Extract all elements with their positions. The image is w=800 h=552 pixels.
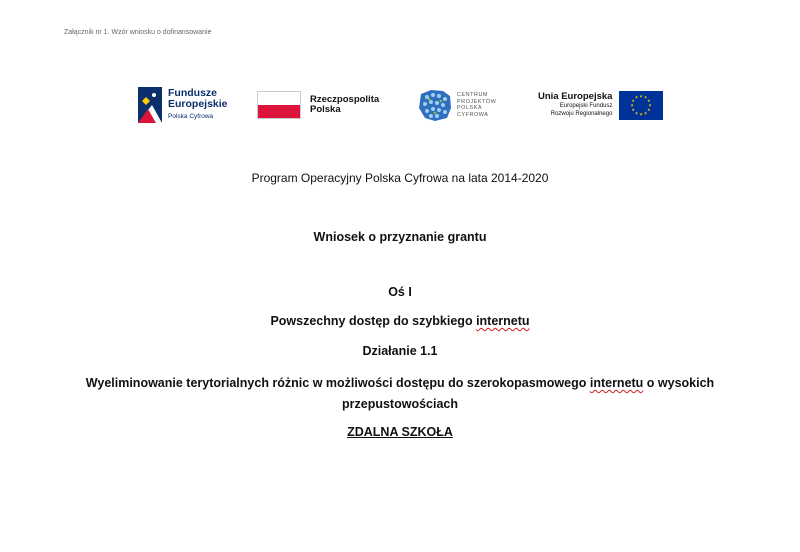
program-title: Program Operacyjny Polska Cyfrowa na lata 2014-2020 [251, 171, 549, 185]
cpp-line3: POLSKA [457, 105, 483, 111]
spellcheck-word: internetu [589, 376, 644, 390]
axis-name-text: Powszechny dostęp do szybkiego [270, 314, 477, 328]
cpp-line4: CYFROWA [457, 111, 489, 118]
svg-text:★: ★ [647, 97, 652, 103]
axis-name [0, 314, 800, 328]
svg-text:★: ★ [639, 111, 644, 116]
measure-name [0, 373, 800, 414]
cpp-line2: PROJEKTÓW [457, 98, 497, 105]
measure-name-part3: przepustowościach [342, 396, 458, 411]
fundusze-europejskie-emblem-icon [138, 87, 162, 123]
fe-line3: Polska Cyfrowa [168, 113, 214, 120]
svg-text:★: ★ [644, 94, 648, 100]
svg-text:★: ★ [630, 102, 635, 107]
svg-text:★: ★ [635, 109, 639, 115]
fe-line1: Fundusze [168, 87, 217, 99]
svg-text:★: ★ [648, 102, 653, 107]
logo-unia-europejska [538, 76, 663, 134]
ue-line2: Europejski Fundusz [559, 103, 613, 109]
measure-name-part2: o wysokich [643, 376, 715, 390]
program-name: ZDALNA SZKOŁA [347, 425, 453, 439]
logo-bar [128, 76, 676, 134]
rp-line1: Rzeczpospolita [310, 94, 380, 105]
logo-fundusze-europejskie [138, 76, 228, 134]
logo-centrum-projektow [417, 76, 496, 134]
svg-text:★: ★ [639, 93, 644, 98]
polish-flag-icon [257, 91, 301, 119]
rp-line2: Polska [310, 104, 341, 115]
ue-line3: Rozwoju Regionalnego [550, 110, 613, 117]
logo-rzeczpospolita-polska [257, 76, 379, 134]
svg-text:★: ★ [631, 97, 636, 103]
application-title: Wniosek o przyznanie grantu [313, 230, 487, 244]
axis-label: Oś I [388, 285, 412, 299]
centrum-projektow-map-icon [417, 88, 453, 122]
measure-name-part1: Wyeliminowanie terytorialnych różnic w możliwości dostępu do szerokopasmowego [85, 376, 590, 390]
measure-label: Działanie 1.1 [362, 344, 438, 358]
svg-text:★: ★ [631, 106, 636, 112]
svg-text:★: ★ [635, 94, 639, 100]
fe-line2: Europejskie [168, 98, 228, 110]
eu-flag-icon [619, 91, 663, 120]
ue-line1: Unia Europejska [538, 91, 613, 102]
svg-text:★: ★ [644, 109, 648, 115]
cpp-line1: CENTRUM [457, 92, 488, 98]
svg-text:★: ★ [647, 106, 652, 112]
header-note: Załącznik nr 1. Wzór wniosku o dofinansowanie [64, 29, 212, 36]
spellcheck-word: internetu [476, 314, 530, 328]
